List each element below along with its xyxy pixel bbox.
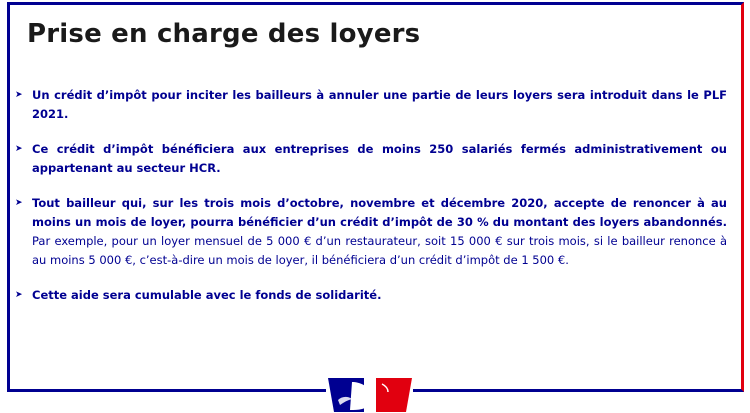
marianne-logo	[326, 372, 413, 412]
bullet-bold-text: Tout bailleur qui, sur les trois mois d’octobre, novembre et décembre 2020, accepte de renoncer à au moins un mois de loyer, pourra bénéficier d’un crédit d’impôt de 30 % du montant des loyers abandonnés.	[32, 196, 727, 229]
bullet-normal-text: Par exemple, pour un loyer mensuel de 5 000 € d’un restaurateur, soit 15 000 € sur trois mois, si le bailleur renonce à au moins 5 000 €, c’est-à-dire un mois de loyer, il bénéficiera d’un crédit d’impôt de 1 500 €.	[32, 234, 727, 267]
list-item	[15, 140, 727, 178]
bullet-bold-text: Cette aide sera cumulable avec le fonds de solidarité.	[32, 288, 382, 302]
chevron-right-icon: ➤	[15, 144, 23, 154]
chevron-right-icon: ➤	[15, 198, 23, 208]
chevron-right-icon: ➤	[15, 90, 23, 100]
bullet-bold-text: Un crédit d’impôt pour inciter les bailleurs à annuler une partie de leurs loyers sera introduit dans le PLF 2021.	[32, 88, 727, 121]
chevron-right-icon: ➤	[15, 290, 23, 300]
page-title: Prise en charge des loyers	[27, 19, 421, 49]
list-item	[15, 86, 727, 124]
list-item	[15, 194, 727, 270]
list-item	[15, 286, 727, 305]
bullet-bold-text: Ce crédit d’impôt bénéficiera aux entreprises de moins 250 salariés fermés administrativement ou appartenant au secteur HCR.	[32, 142, 727, 175]
bullet-list	[15, 86, 727, 321]
marianne-logo-svg	[326, 372, 413, 412]
